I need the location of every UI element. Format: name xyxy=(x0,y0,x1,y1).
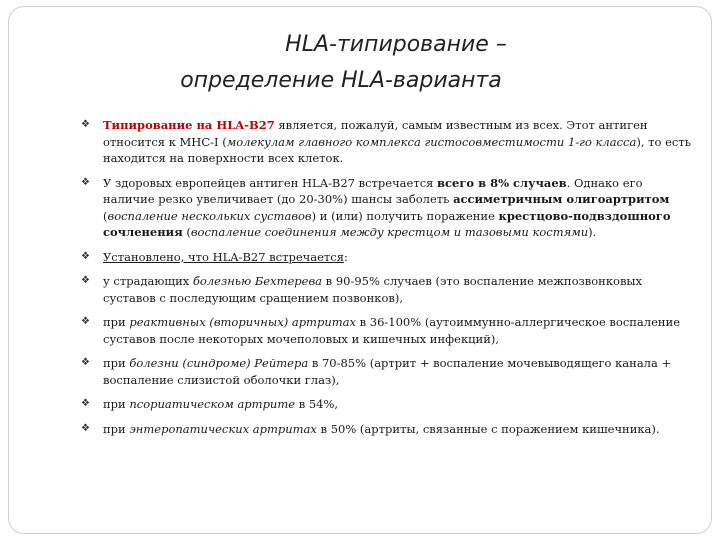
italic-text: энтеропатических артритах xyxy=(129,421,317,436)
italic-text: молекулам главного комплекса гистосовместимости 1-го класса xyxy=(226,134,637,149)
title-line-2: определение HLA-варианта xyxy=(180,68,502,93)
bullet-item xyxy=(81,117,691,167)
italic-text: реактивных (вторичных) артритах xyxy=(129,315,356,329)
text: при xyxy=(103,356,130,370)
bullet-item xyxy=(81,273,691,306)
diamond-bullet-icon: ❖ xyxy=(81,176,90,188)
diamond-bullet-icon: ❖ xyxy=(81,119,90,130)
text: ) и (или) получить поражение xyxy=(311,208,499,223)
text: в 70-85% (артрит + воспаление мочевыводящего канала + воспаление слизистой оболочки глаз), xyxy=(103,356,672,387)
bold-text: ассиметричным олигоартритом xyxy=(453,192,670,206)
diamond-bullet-icon: ❖ xyxy=(81,422,90,434)
bold-text: крестцово-подвздошного сочленения xyxy=(103,208,671,239)
highlight-text: Типирование на HLA-B27 xyxy=(103,118,275,132)
bullet-item xyxy=(81,421,691,438)
diamond-bullet-icon: ❖ xyxy=(81,398,90,409)
diamond-bullet-icon: ❖ xyxy=(81,250,90,262)
text: ( xyxy=(103,208,108,223)
slide xyxy=(8,6,712,534)
text: при xyxy=(103,397,130,411)
diamond-bullet-icon: ❖ xyxy=(81,275,90,286)
italic-text: воспаление соединения между крестцом и тазовыми костями xyxy=(190,225,589,239)
bullet-item xyxy=(81,396,691,413)
text: у страдающих xyxy=(103,274,193,288)
text: . Однако его наличие резко увеличивает (до 20-30%) шансы заболеть xyxy=(103,175,643,206)
italic-text: псориатическом артрите xyxy=(129,397,296,411)
text: У здоровых европейцев антиген HLA-B27 встречается xyxy=(103,175,438,190)
underlined-text: Установлено, что HLA-B27 встречается xyxy=(103,249,344,264)
diamond-bullet-icon: ❖ xyxy=(81,357,90,368)
text: в 90-95% случаев (это воспаление межпозвонковых суставов с последующим сращением позвонков), xyxy=(103,274,643,305)
italic-text: болезнью Бехтерева xyxy=(192,274,323,288)
text: ). xyxy=(588,225,597,239)
diamond-bullet-icon: ❖ xyxy=(81,316,90,327)
text: в 54%, xyxy=(295,397,339,411)
text: ( xyxy=(182,225,191,239)
text: в 36-100% (аутоиммунно-аллергическое воспаление суставов после некоторых мочеполовых и кишечных инфекций), xyxy=(103,315,681,346)
bold-text: всего в 8% случаев xyxy=(437,175,567,190)
italic-text: болезни (синдроме) Рейтера xyxy=(129,356,309,370)
bullet-list xyxy=(81,117,691,445)
text: в 50% (артриты, связанные с поражением кишечника). xyxy=(316,421,660,436)
bullet-item xyxy=(81,355,691,388)
bullet-item xyxy=(81,249,691,266)
italic-text: воспаление нескольких суставов xyxy=(107,208,312,223)
bullet-item xyxy=(81,175,691,241)
text: при xyxy=(103,315,130,329)
text: при xyxy=(103,421,130,436)
text: ), то есть находится на поверхности всех клеток. xyxy=(103,134,691,165)
bullet-item xyxy=(81,314,691,347)
text: является, пожалуй, самым известным из всех. Этот антиген относится к MHC-I ( xyxy=(103,118,648,149)
slide-title xyxy=(9,27,713,99)
title-line-1: HLA-типирование – xyxy=(285,32,507,57)
text: : xyxy=(343,249,348,264)
